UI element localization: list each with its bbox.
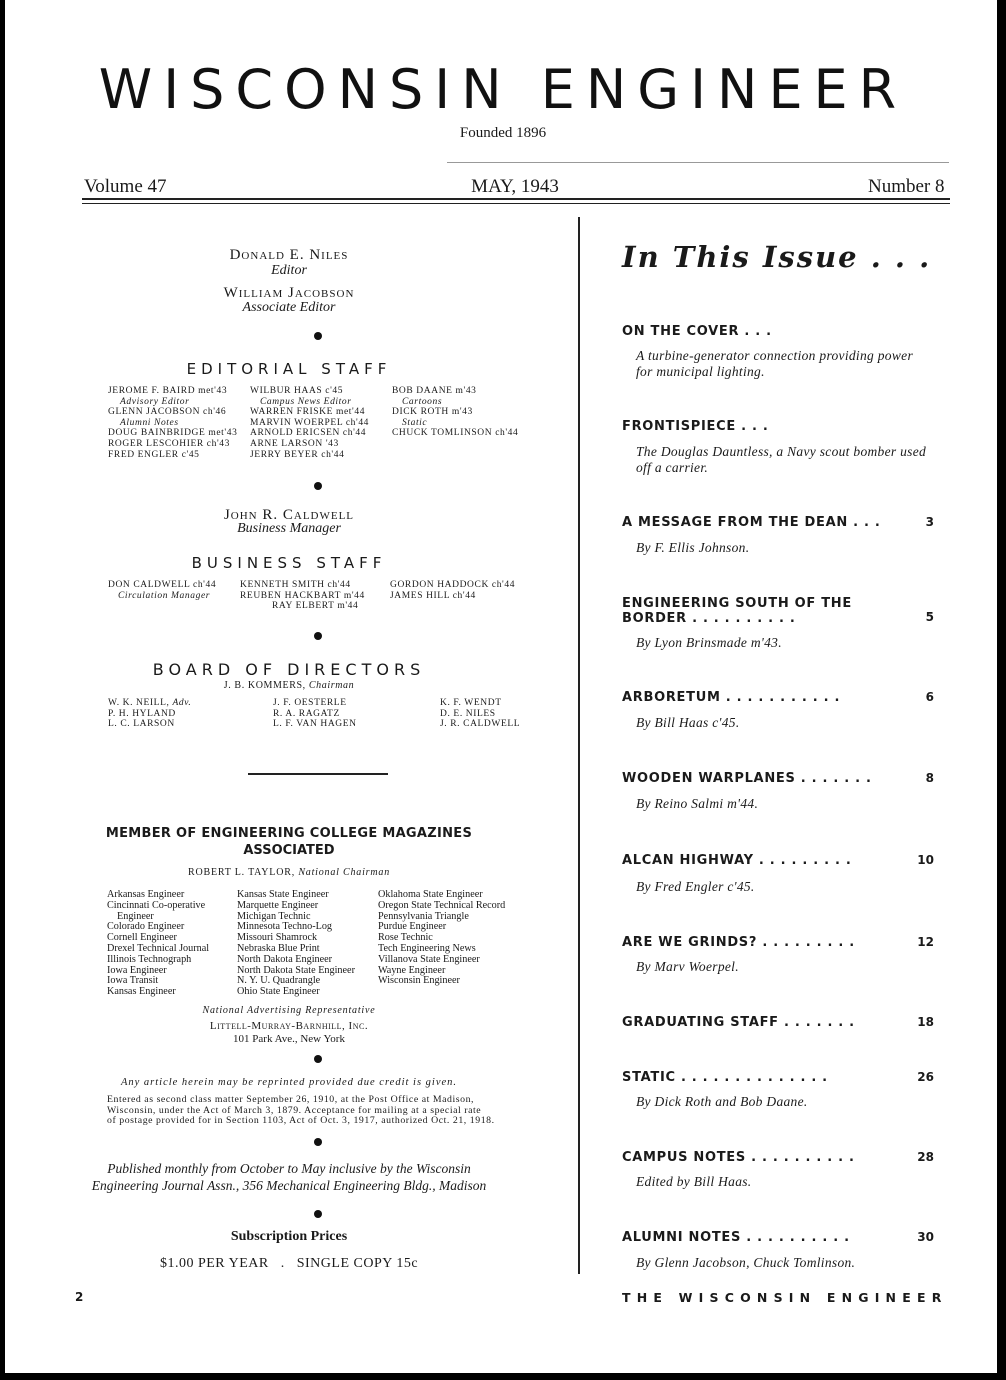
staff-line: REUBEN HACKBART m'44 bbox=[240, 590, 365, 601]
staff-line: DOUG BAINBRIDGE met'43 bbox=[108, 428, 238, 439]
staff-line: ROGER LESCOHIER ch'43 bbox=[108, 438, 230, 449]
founded-line: Founded 1896 bbox=[459, 125, 547, 141]
board-member: L. F. VAN HAGEN bbox=[273, 719, 357, 730]
toc-entry-page: 18 bbox=[917, 1015, 934, 1029]
board-col-2 bbox=[273, 698, 357, 730]
editor-name: Donald E. Niles bbox=[229, 247, 349, 263]
price-single-copy: SINGLE COPY 15c bbox=[296, 1256, 419, 1271]
board-member: K. F. WENDT bbox=[440, 698, 502, 708]
staff-line: Static bbox=[402, 417, 428, 428]
editorial-staff-col-2 bbox=[250, 386, 369, 460]
ecma-col-3 bbox=[378, 890, 505, 987]
member-magazine: Oregon State Technical Record bbox=[378, 899, 506, 911]
business-manager-name: John R. Caldwell bbox=[223, 507, 355, 523]
member-magazine: Cincinnati Co-operative bbox=[107, 899, 206, 911]
member-magazine: Cornell Engineer bbox=[107, 932, 177, 944]
notice-line: Published monthly from October to May inclusive by the Wisconsin bbox=[107, 1161, 471, 1176]
staff-line: WILBUR HAAS c'45 bbox=[250, 386, 344, 396]
member-magazine: Tech Engineering News bbox=[378, 942, 476, 954]
board-chairman bbox=[0, 680, 578, 691]
editor-role: Editor bbox=[271, 263, 307, 278]
toc-entry-page: 12 bbox=[917, 935, 934, 949]
bullet-dot bbox=[314, 1055, 322, 1063]
associate-editor-role: Associate Editor bbox=[242, 300, 336, 315]
member-magazine: Engineer bbox=[117, 910, 154, 922]
member-magazine: N. Y. U. Quadrangle bbox=[237, 975, 321, 987]
footer-magazine-title: THE WISCONSIN ENGINEER bbox=[622, 1290, 948, 1305]
board-member: L. C. LARSON bbox=[108, 719, 175, 730]
page-number: 2 bbox=[75, 1290, 84, 1304]
toc-entry-desc: A turbine-generator connection providing power for municipal lighting. bbox=[636, 348, 914, 379]
member-magazine: Kansas Engineer bbox=[107, 986, 176, 998]
notice-line: Entered as second class matter September 26, 1910, at the Post Office at Madison, bbox=[107, 1094, 475, 1105]
editorial-staff-heading: EDITORIAL STAFF bbox=[186, 360, 392, 378]
toc-entry-desc: By F. Ellis Johnson. bbox=[636, 540, 750, 555]
volume-label: Volume 47 bbox=[84, 176, 167, 197]
in-this-issue-heading: In This Issue . . . bbox=[622, 240, 932, 274]
staff-line: Circulation Manager bbox=[118, 590, 211, 601]
staff-line: GLENN JACOBSON ch'46 bbox=[108, 407, 227, 418]
board-member: J. F. OESTERLE bbox=[273, 698, 347, 708]
notice-line: Wisconsin, under the Act of March 3, 1879. Acceptance for mailing at a special rate bbox=[107, 1104, 482, 1116]
staff-line: Advisory Editor bbox=[120, 396, 190, 407]
member-magazine: Ohio State Engineer bbox=[237, 986, 320, 998]
price-per-year: $1.00 PER YEAR bbox=[159, 1256, 269, 1271]
member-magazine: Wayne Engineer bbox=[378, 964, 446, 976]
bullet-dot bbox=[314, 482, 322, 490]
column-divider bbox=[578, 217, 580, 1274]
advertising-firm: Littell-Murray-Barnhill, Inc. bbox=[209, 1020, 369, 1032]
rule-top-2 bbox=[82, 203, 950, 204]
business-staff-col-3 bbox=[390, 580, 515, 601]
subscription-prices bbox=[0, 1256, 578, 1272]
board-heading: BOARD OF DIRECTORS bbox=[152, 660, 426, 679]
bullet-dot bbox=[314, 632, 322, 640]
member-magazine: Missouri Shamrock bbox=[237, 932, 318, 944]
ecma-chairman bbox=[0, 867, 578, 878]
member-magazine: Nebraska Blue Print bbox=[237, 942, 320, 954]
staff-line: DON CALDWELL ch'44 bbox=[108, 580, 217, 590]
staff-line: Alumni Notes bbox=[120, 417, 179, 428]
notice-line: of postage provided for in Section 1103, Act of Oct. 3, 1917, authorized Oct. 21, 1918. bbox=[107, 1115, 495, 1127]
member-magazine: Arkansas Engineer bbox=[107, 889, 185, 900]
toc-entry-title: ARBORETUM . . . . . . . . . . . bbox=[622, 690, 841, 705]
ecma-col-1 bbox=[107, 890, 209, 998]
member-magazine: Iowa Engineer bbox=[107, 964, 167, 976]
member-magazine: Oklahoma State Engineer bbox=[378, 889, 483, 900]
staff-line: JAMES HILL ch'44 bbox=[390, 590, 476, 601]
board-member: J. R. CALDWELL bbox=[440, 719, 521, 730]
issue-number: Number 8 bbox=[868, 176, 945, 197]
editorial-staff-col-1 bbox=[108, 386, 237, 460]
member-magazine: Marquette Engineer bbox=[237, 899, 319, 911]
toc-entry-desc: By Fred Engler c'45. bbox=[636, 879, 755, 894]
toc-entry-desc: Edited by Bill Haas. bbox=[636, 1174, 752, 1189]
price-separator: . bbox=[280, 1256, 285, 1271]
bullet-dot bbox=[314, 332, 322, 340]
toc-entry-page: 5 bbox=[925, 610, 934, 624]
member-magazine: Kansas State Engineer bbox=[237, 889, 329, 900]
bullet-dot bbox=[314, 1210, 322, 1218]
toc-entry-desc: The Douglas Dauntless, a Navy scout bomber used off a carrier. bbox=[636, 444, 927, 475]
toc-entry-desc: By Marv Woerpel. bbox=[636, 959, 739, 974]
rule-founded bbox=[447, 162, 949, 163]
staff-line: FRED ENGLER c'45 bbox=[108, 449, 200, 460]
staff-line: ARNE LARSON '43 bbox=[250, 438, 339, 449]
staff-line: BOB DAANE m'43 bbox=[392, 386, 477, 396]
toc-entry-page: 28 bbox=[917, 1150, 934, 1164]
staff-line: Cartoons bbox=[402, 396, 443, 407]
notice-line: Engineering Journal Assn., 356 Mechanical Engineering Bldg., Madison bbox=[91, 1178, 487, 1193]
member-magazine: Wisconsin Engineer bbox=[378, 975, 460, 987]
board-member: D. E. NILES bbox=[440, 708, 496, 719]
staff-line: Campus News Editor bbox=[260, 396, 352, 407]
member-magazine: Pennsylvania Triangle bbox=[378, 910, 469, 922]
board-member-role: Adv. bbox=[172, 698, 192, 708]
advertising-address: 101 Park Ave., New York bbox=[233, 1033, 345, 1045]
board-member: P. H. HYLAND bbox=[108, 708, 176, 719]
member-magazine: Illinois Technograph bbox=[107, 953, 192, 965]
ecma-heading-2: ASSOCIATED bbox=[243, 843, 335, 858]
business-staff-heading: BUSINESS STAFF bbox=[191, 554, 387, 572]
member-magazine: Iowa Transit bbox=[107, 975, 159, 987]
toc-entry-desc: By Bill Haas c'45. bbox=[636, 715, 740, 730]
reprint-notice: Any article herein may be reprinted provided due credit is given. bbox=[120, 1077, 458, 1088]
toc-entry-page: 8 bbox=[925, 771, 934, 785]
publication-notice bbox=[0, 1160, 578, 1194]
ecma-heading-1: MEMBER OF ENGINEERING COLLEGE MAGAZINES bbox=[105, 826, 473, 841]
toc-entry-desc: By Lyon Brinsmade m'43. bbox=[636, 635, 782, 650]
business-staff-col-2 bbox=[240, 580, 365, 612]
board-member bbox=[108, 698, 191, 709]
ecma-chairman-role: National Chairman bbox=[298, 867, 390, 878]
business-staff-col-1 bbox=[108, 580, 216, 601]
staff-line: RAY ELBERT m'44 bbox=[272, 601, 359, 612]
bullet-dot bbox=[314, 1138, 322, 1146]
toc-entry-title: CAMPUS NOTES . . . . . . . . . . bbox=[622, 1150, 855, 1165]
toc-entry-title: WOODEN WARPLANES . . . . . . . bbox=[622, 771, 872, 786]
toc-entry-desc: By Dick Roth and Bob Daane. bbox=[636, 1094, 808, 1109]
board-member-name: W. K. NEILL, bbox=[108, 698, 170, 708]
toc-entry-title: ON THE COVER . . . bbox=[622, 324, 772, 339]
business-manager-role: Business Manager bbox=[237, 521, 341, 536]
toc-entry-title: GRADUATING STAFF . . . . . . . bbox=[622, 1015, 855, 1030]
member-magazine: Rose Technic bbox=[378, 932, 433, 944]
staff-line: JERRY BEYER ch'44 bbox=[250, 449, 345, 460]
board-chairman-role: Chairman bbox=[308, 680, 355, 691]
toc-entry-page: 30 bbox=[917, 1230, 934, 1244]
ecma-chairman-name: ROBERT L. TAYLOR, bbox=[187, 867, 296, 878]
postal-entry-notice bbox=[107, 1095, 495, 1127]
member-magazine: Michigan Technic bbox=[237, 910, 311, 922]
toc-entry-desc: By Glenn Jacobson, Chuck Tomlinson. bbox=[636, 1255, 856, 1270]
toc-entry-title: ALUMNI NOTES . . . . . . . . . . bbox=[622, 1230, 850, 1245]
member-magazine: Villanova State Engineer bbox=[378, 953, 480, 965]
member-magazine: Minnesota Techno-Log bbox=[237, 921, 333, 933]
member-magazine: Colorado Engineer bbox=[107, 921, 185, 933]
board-chairman-name: J. B. KOMMERS, bbox=[223, 680, 306, 691]
toc-entry-title: ENGINEERING SOUTH OF THE BORDER . . . . . . . . . . bbox=[622, 596, 852, 626]
toc-entry-title: STATIC . . . . . . . . . . . . . . bbox=[622, 1070, 828, 1085]
staff-line: ARNOLD ERICSEN ch'44 bbox=[250, 428, 367, 439]
toc-entry-page: 10 bbox=[917, 853, 934, 867]
advertising-label: National Advertising Representative bbox=[202, 1005, 376, 1016]
staff-line: WARREN FRISKE met'44 bbox=[250, 407, 366, 418]
rule-top-1 bbox=[82, 198, 950, 200]
toc-entry-desc: By Reino Salmi m'44. bbox=[636, 796, 759, 811]
toc-entry-page: 6 bbox=[925, 690, 934, 704]
masthead-title: WISCONSIN ENGINEER bbox=[98, 58, 908, 121]
board-col-1 bbox=[108, 698, 191, 730]
toc-entry-page: 26 bbox=[917, 1070, 934, 1084]
toc-entry-title: FRONTISPIECE . . . bbox=[622, 419, 769, 434]
ecma-col-2 bbox=[237, 890, 355, 998]
staff-line: MARVIN WOERPEL ch'44 bbox=[250, 417, 370, 428]
toc-entry-page: 3 bbox=[925, 515, 934, 529]
section-rule bbox=[248, 773, 388, 775]
editorial-staff-col-3 bbox=[392, 386, 518, 439]
staff-line: DICK ROTH m'43 bbox=[392, 407, 473, 418]
associate-editor-name: William Jacobson bbox=[223, 285, 355, 301]
staff-line: JEROME F. BAIRD met'43 bbox=[108, 386, 228, 396]
member-magazine: North Dakota Engineer bbox=[237, 953, 333, 965]
staff-line: KENNETH SMITH ch'44 bbox=[240, 580, 351, 590]
member-magazine: North Dakota State Engineer bbox=[237, 964, 355, 976]
toc-entry-title: ARE WE GRINDS? . . . . . . . . . bbox=[622, 935, 855, 950]
member-magazine: Drexel Technical Journal bbox=[107, 942, 210, 954]
toc-entry-title: A MESSAGE FROM THE DEAN . . . bbox=[622, 515, 881, 530]
member-magazine: Purdue Engineer bbox=[378, 921, 447, 933]
board-member: R. A. RAGATZ bbox=[273, 708, 340, 719]
subscription-heading: Subscription Prices bbox=[230, 1229, 348, 1244]
issue-date: MAY, 1943 bbox=[471, 176, 559, 197]
staff-line: CHUCK TOMLINSON ch'44 bbox=[392, 428, 519, 439]
toc-entry-title: ALCAN HIGHWAY . . . . . . . . . bbox=[622, 853, 852, 868]
staff-line: GORDON HADDOCK ch'44 bbox=[390, 580, 516, 590]
board-col-3 bbox=[440, 698, 520, 730]
